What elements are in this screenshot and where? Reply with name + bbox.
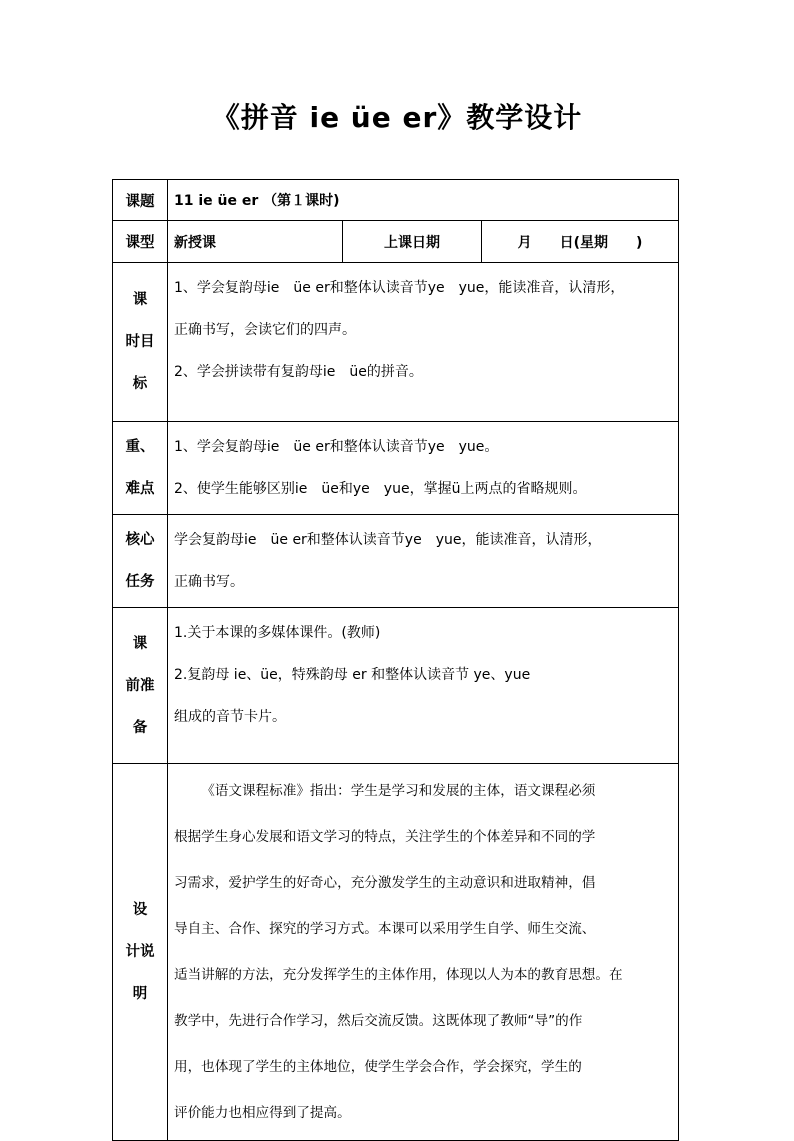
design-notes-line: 用，也体现了学生的主体地位，使学生学会合作，学会探究，学生的 — [174, 1059, 582, 1075]
objectives-label-line: 时目 — [125, 334, 155, 350]
preparation-line: 组成的音节卡片。 — [174, 709, 286, 725]
design-notes-line: 评价能力也相应得到了提高。 — [174, 1105, 351, 1121]
objectives-content — [168, 263, 679, 422]
lesson-plan-table — [112, 179, 679, 1141]
type-row — [113, 221, 679, 263]
key-points-row — [113, 422, 679, 515]
topic-label: 课题 — [113, 180, 168, 221]
type-label: 课型 — [113, 221, 168, 263]
design-notes-line: 《语文课程标准》指出：学生是学习和发展的主体，语文课程必须 — [201, 783, 596, 799]
preparation-label-line: 前准 — [125, 677, 155, 694]
design-notes-label — [113, 764, 168, 1141]
preparation-content — [168, 608, 679, 764]
objectives-row — [113, 263, 679, 422]
design-notes-line: 教学中，先进行合作学习，然后交流反馈。这既体现了教师“导”的作 — [174, 1013, 583, 1029]
design-notes-line: 导自主、合作、探究的学习方式。本课可以采用学生自学、师生交流、 — [174, 921, 596, 937]
date-label: 上课日期 — [343, 221, 482, 263]
preparation-line: 2.复韵母 ie、üe，特殊韵母 er 和整体认读音节 ye、yue — [174, 667, 531, 683]
key-points-label-line: 重、 — [125, 439, 155, 455]
core-task-label-line: 任务 — [125, 574, 155, 590]
preparation-line: 1.关于本课的多媒体课件。(教师) — [174, 625, 381, 641]
topic-row — [113, 180, 679, 221]
objectives-line: 2、学会拼读带有复韵母ie üe的拼音。 — [174, 364, 423, 380]
objectives-label-line: 课 — [132, 292, 148, 308]
design-notes-label-line: 明 — [132, 986, 148, 1002]
date-value: 月 日(星期 ) — [482, 221, 679, 263]
design-notes-line: 习需求，爱护学生的好奇心，充分激发学生的主动意识和进取精神，倡 — [174, 875, 596, 891]
preparation-label-line: 备 — [132, 719, 148, 736]
key-points-line: 2、使学生能够区别ie üe和ye yue，掌握ü上两点的省略规则。 — [174, 481, 587, 497]
core-task-label — [113, 515, 168, 608]
design-notes-line: 根据学生身心发展和语文学习的特点，关注学生的个体差异和不同的学 — [174, 829, 596, 845]
preparation-label-line: 课 — [132, 635, 148, 652]
design-notes-label-line: 计说 — [125, 944, 155, 960]
core-task-label-line: 核心 — [125, 532, 155, 548]
objectives-line: 正确书写，会读它们的四声。 — [174, 322, 356, 338]
document-title: 《拼音 ie üe er》教学设计 — [211, 101, 583, 134]
type-value: 新授课 — [168, 221, 343, 263]
objectives-label-line: 标 — [132, 376, 148, 392]
design-notes-row — [113, 764, 679, 1141]
core-task-line: 学会复韵母ie üe er和整体认读音节ye yue，能读准音，认清形， — [174, 532, 602, 548]
design-notes-line: 适当讲解的方法，充分发挥学生的主体作用，体现以人为本的教育思想。在 — [174, 967, 623, 983]
design-notes-content — [168, 764, 679, 1141]
core-task-content — [168, 515, 679, 608]
topic-value: 11 ie üe er （第１课时) — [168, 180, 679, 221]
key-points-label-line: 难点 — [125, 481, 155, 497]
key-points-line: 1、学会复韵母ie üe er和整体认读音节ye yue。 — [174, 439, 499, 455]
core-task-line: 正确书写。 — [174, 574, 244, 590]
key-points-content — [168, 422, 679, 515]
objectives-label — [113, 263, 168, 422]
design-notes-label-line: 设 — [132, 902, 148, 918]
objectives-line: 1、学会复韵母ie üe er和整体认读音节ye yue，能读准音，认清形， — [174, 280, 625, 296]
preparation-row — [113, 608, 679, 764]
core-task-row — [113, 515, 679, 608]
preparation-label — [113, 608, 168, 764]
key-points-label — [113, 422, 168, 515]
